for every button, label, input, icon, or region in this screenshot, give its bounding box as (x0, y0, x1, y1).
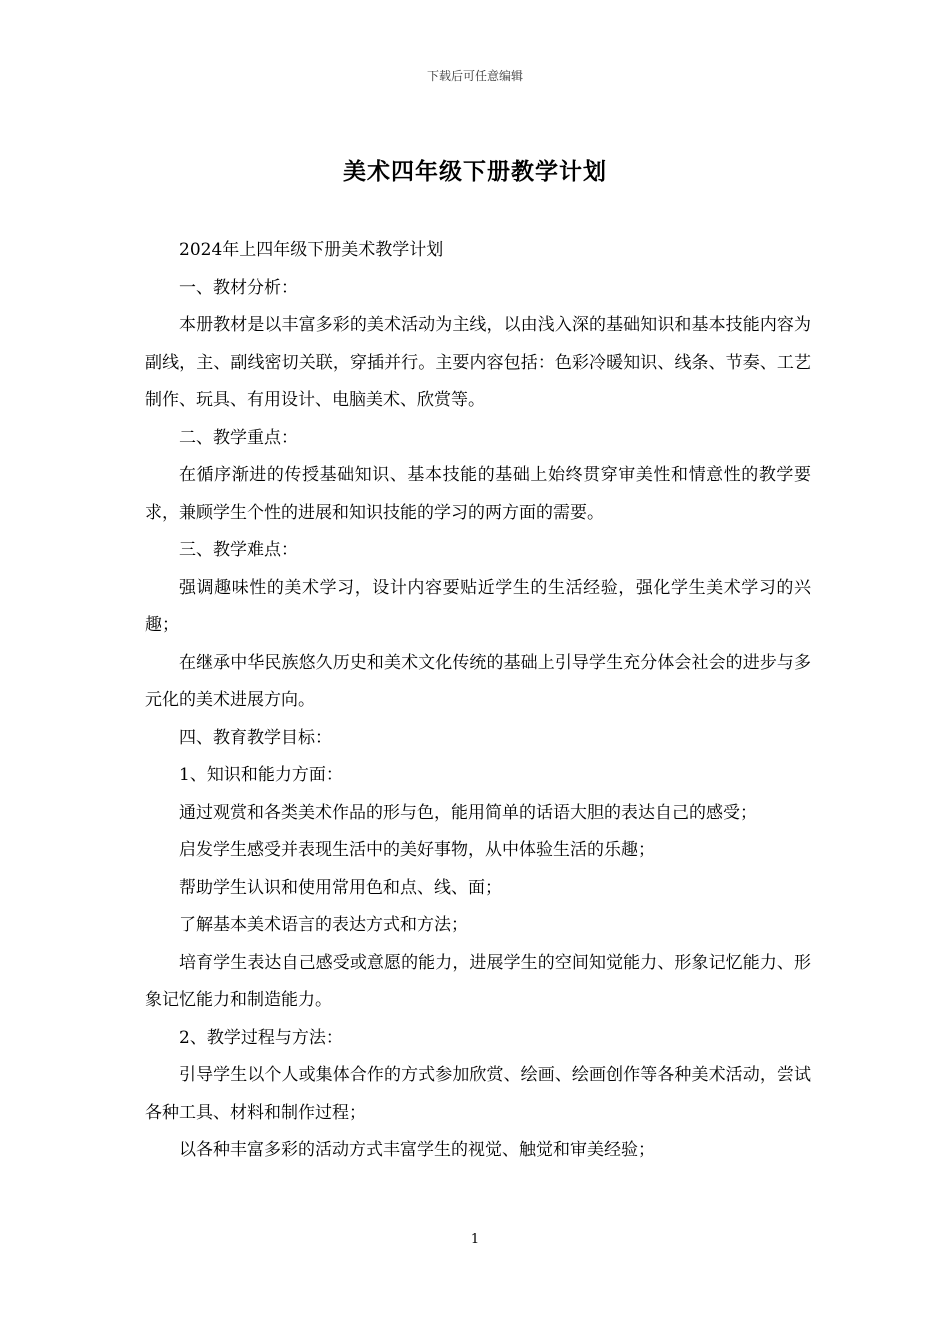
paragraph: 培育学生表达自己感受或意愿的能力，进展学生的空间知觉能力、形象记忆能力、形象记忆能力和制造能力。 (145, 952, 811, 1010)
paragraph: 以各种丰富多彩的活动方式丰富学生的视觉、触觉和审美经验； (179, 1140, 655, 1160)
document-title: 美术四年级下册教学计划 (343, 158, 607, 185)
paragraph: 在继承中华民族悠久历史和美术文化传统的基础上引导学生充分体会社会的进步与多元化的美术进展方向。 (145, 652, 811, 710)
paragraph: 引导学生以个人或集体合作的方式参加欣赏、绘画、绘画创作等各种美术活动，尝试各种工具、材料和制作过程； (145, 1065, 811, 1123)
section-heading-textbook-analysis: 一、教材分析： (179, 277, 298, 298)
paragraph: 帮助学生认识和使用常用色和点、线、面； (179, 877, 502, 898)
paragraph-plan-heading: 2024年上四年级下册美术教学计划 (179, 240, 444, 260)
section-heading-goals: 四、教育教学目标： (179, 727, 332, 748)
paragraph: 了解基本美术语言的表达方式和方法； (179, 915, 468, 935)
paragraph: 通过观赏和各类美术作品的形与色，能用简单的话语大胆的表达自己的感受； (179, 802, 757, 823)
subsection-heading-knowledge: 1、知识和能力方面： (179, 765, 343, 785)
section-heading-difficulties: 三、教学难点： (179, 540, 298, 560)
document-body (145, 232, 811, 1170)
section-heading-key-points: 二、教学重点： (179, 427, 298, 448)
paragraph: 强调趣味性的美术学习，设计内容要贴近学生的生活经验，强化学生美术学习的兴趣； (145, 577, 811, 635)
paragraph: 启发学生感受并表现生活中的美好事物，从中体验生活的乐趣； (179, 840, 655, 860)
subsection-heading-process: 2、教学过程与方法： (179, 1027, 343, 1048)
header-note: 下载后可任意编辑 (426, 69, 523, 83)
paragraph: 在循序渐进的传授基础知识、基本技能的基础上始终贯穿审美性和情意性的教学要求，兼顾学生个性的进展和知识技能的学习的两方面的需要。 (145, 465, 811, 523)
page-number: 1 (470, 1232, 480, 1247)
paragraph: 本册教材是以丰富多彩的美术活动为主线，以由浅入深的基础知识和基本技能内容为副线，主、副线密切关联，穿插并行。主要内容包括：色彩冷暖知识、线条、节奏、工艺制作、玩具、有用设计、电脑美术、欣赏等。 (145, 315, 811, 410)
